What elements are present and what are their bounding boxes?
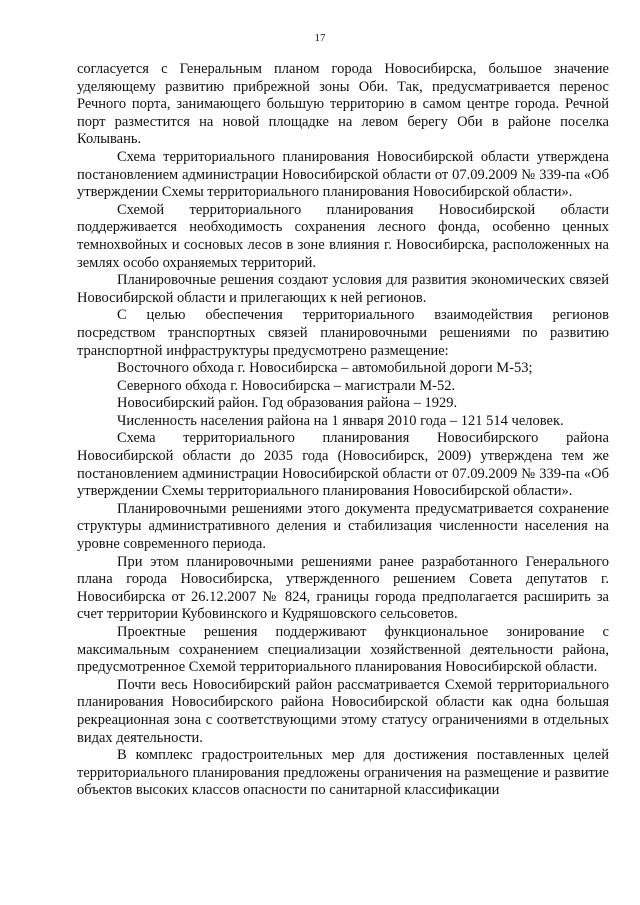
- paragraph: Проектные решения поддерживают функциональное зонирование с максимальным сохранением специализации хозяйственной деятельности района, предусмотренное Схемой территориального планирования Новосибирской области.: [77, 624, 609, 676]
- paragraph: Схема территориального планирования Новосибирской области утверждена постановлением администрации Новосибирской области от 07.09.2009 № 339-па «Об утверждении Схемы территориального планирования Новосибирской области».: [77, 148, 609, 201]
- list-item: Восточного обхода г. Новосибирска – автомобильной дороги М-53;: [117, 360, 533, 377]
- list-item: Северного обхода г. Новосибирска – магистрали М-52.: [117, 377, 456, 394]
- paragraph: Новосибирский район. Год образования района – 1929.: [117, 395, 458, 412]
- paragraph: При этом планировочными решениями ранее разработанного Генерального плана города Новосибирска, утвержденного решением Совета депутатов г. Новосибирска от 26.12.2007 № 824, границы города предполагается расширить за счет территории Кубовинского и Кудряшовского сельсоветов.: [77, 553, 609, 623]
- paragraph: Схема территориального планирования Новосибирского района Новосибирской области до 2035 года (Новосибирск, 2009) утверждена тем же постановлением администрации Новосибирской области от 07.09.2009 № 339-па «Об утверждении Схемы территориального планирования Новосибирской области».: [77, 430, 609, 500]
- paragraph: Планировочными решениями этого документа предусматривается сохранение структуры административного деления и стабилизация численности населения на уровне современного периода.: [77, 500, 609, 553]
- paragraph: Схемой территориального планирования Новосибирской области поддерживается необходимость сохранения лесного фонда, особенно ценных темнохвойных и сосновых лесов в зоне влияния г. Новосибирска, расположенных на землях особо охраняемых территорий.: [77, 201, 609, 271]
- paragraph: согласуется с Генеральным планом города Новосибирска, большое значение уделяющему развитию прибрежной зоны Оби. Так, предусматривается перенос Речного порта, занимающего большую территорию в самом центре города. Речной порт разместится на новой площадке на левом берегу Оби в районе поселка Колывань.: [77, 61, 609, 148]
- paragraph: С целью обеспечения территориального взаимодействия регионов посредством транспортных связей планировочными решениями по развитию транспортной инфраструктуры предусмотрено размещение:: [77, 307, 609, 359]
- paragraph: Планировочные решения создают условия для развития экономических связей Новосибирской области и прилегающих к ней регионов.: [77, 272, 609, 306]
- page-number: 17: [314, 32, 326, 44]
- document-body: [77, 61, 609, 800]
- paragraph: В комплекс градостроительных мер для достижения поставленных целей территориального планирования предложены ограничения на размещение и развитие объектов высоких классов опасности по санитарной классификации: [77, 747, 609, 799]
- paragraph: Почти весь Новосибирский район рассматривается Схемой территориального планирования Новосибирского района Новосибирской области как одна большая рекреационная зона с соответствующими этому статусу ограничениями в отдельных видах деятельности.: [77, 676, 609, 746]
- paragraph: Численность населения района на 1 января 2010 года – 121 514 человек.: [117, 412, 564, 429]
